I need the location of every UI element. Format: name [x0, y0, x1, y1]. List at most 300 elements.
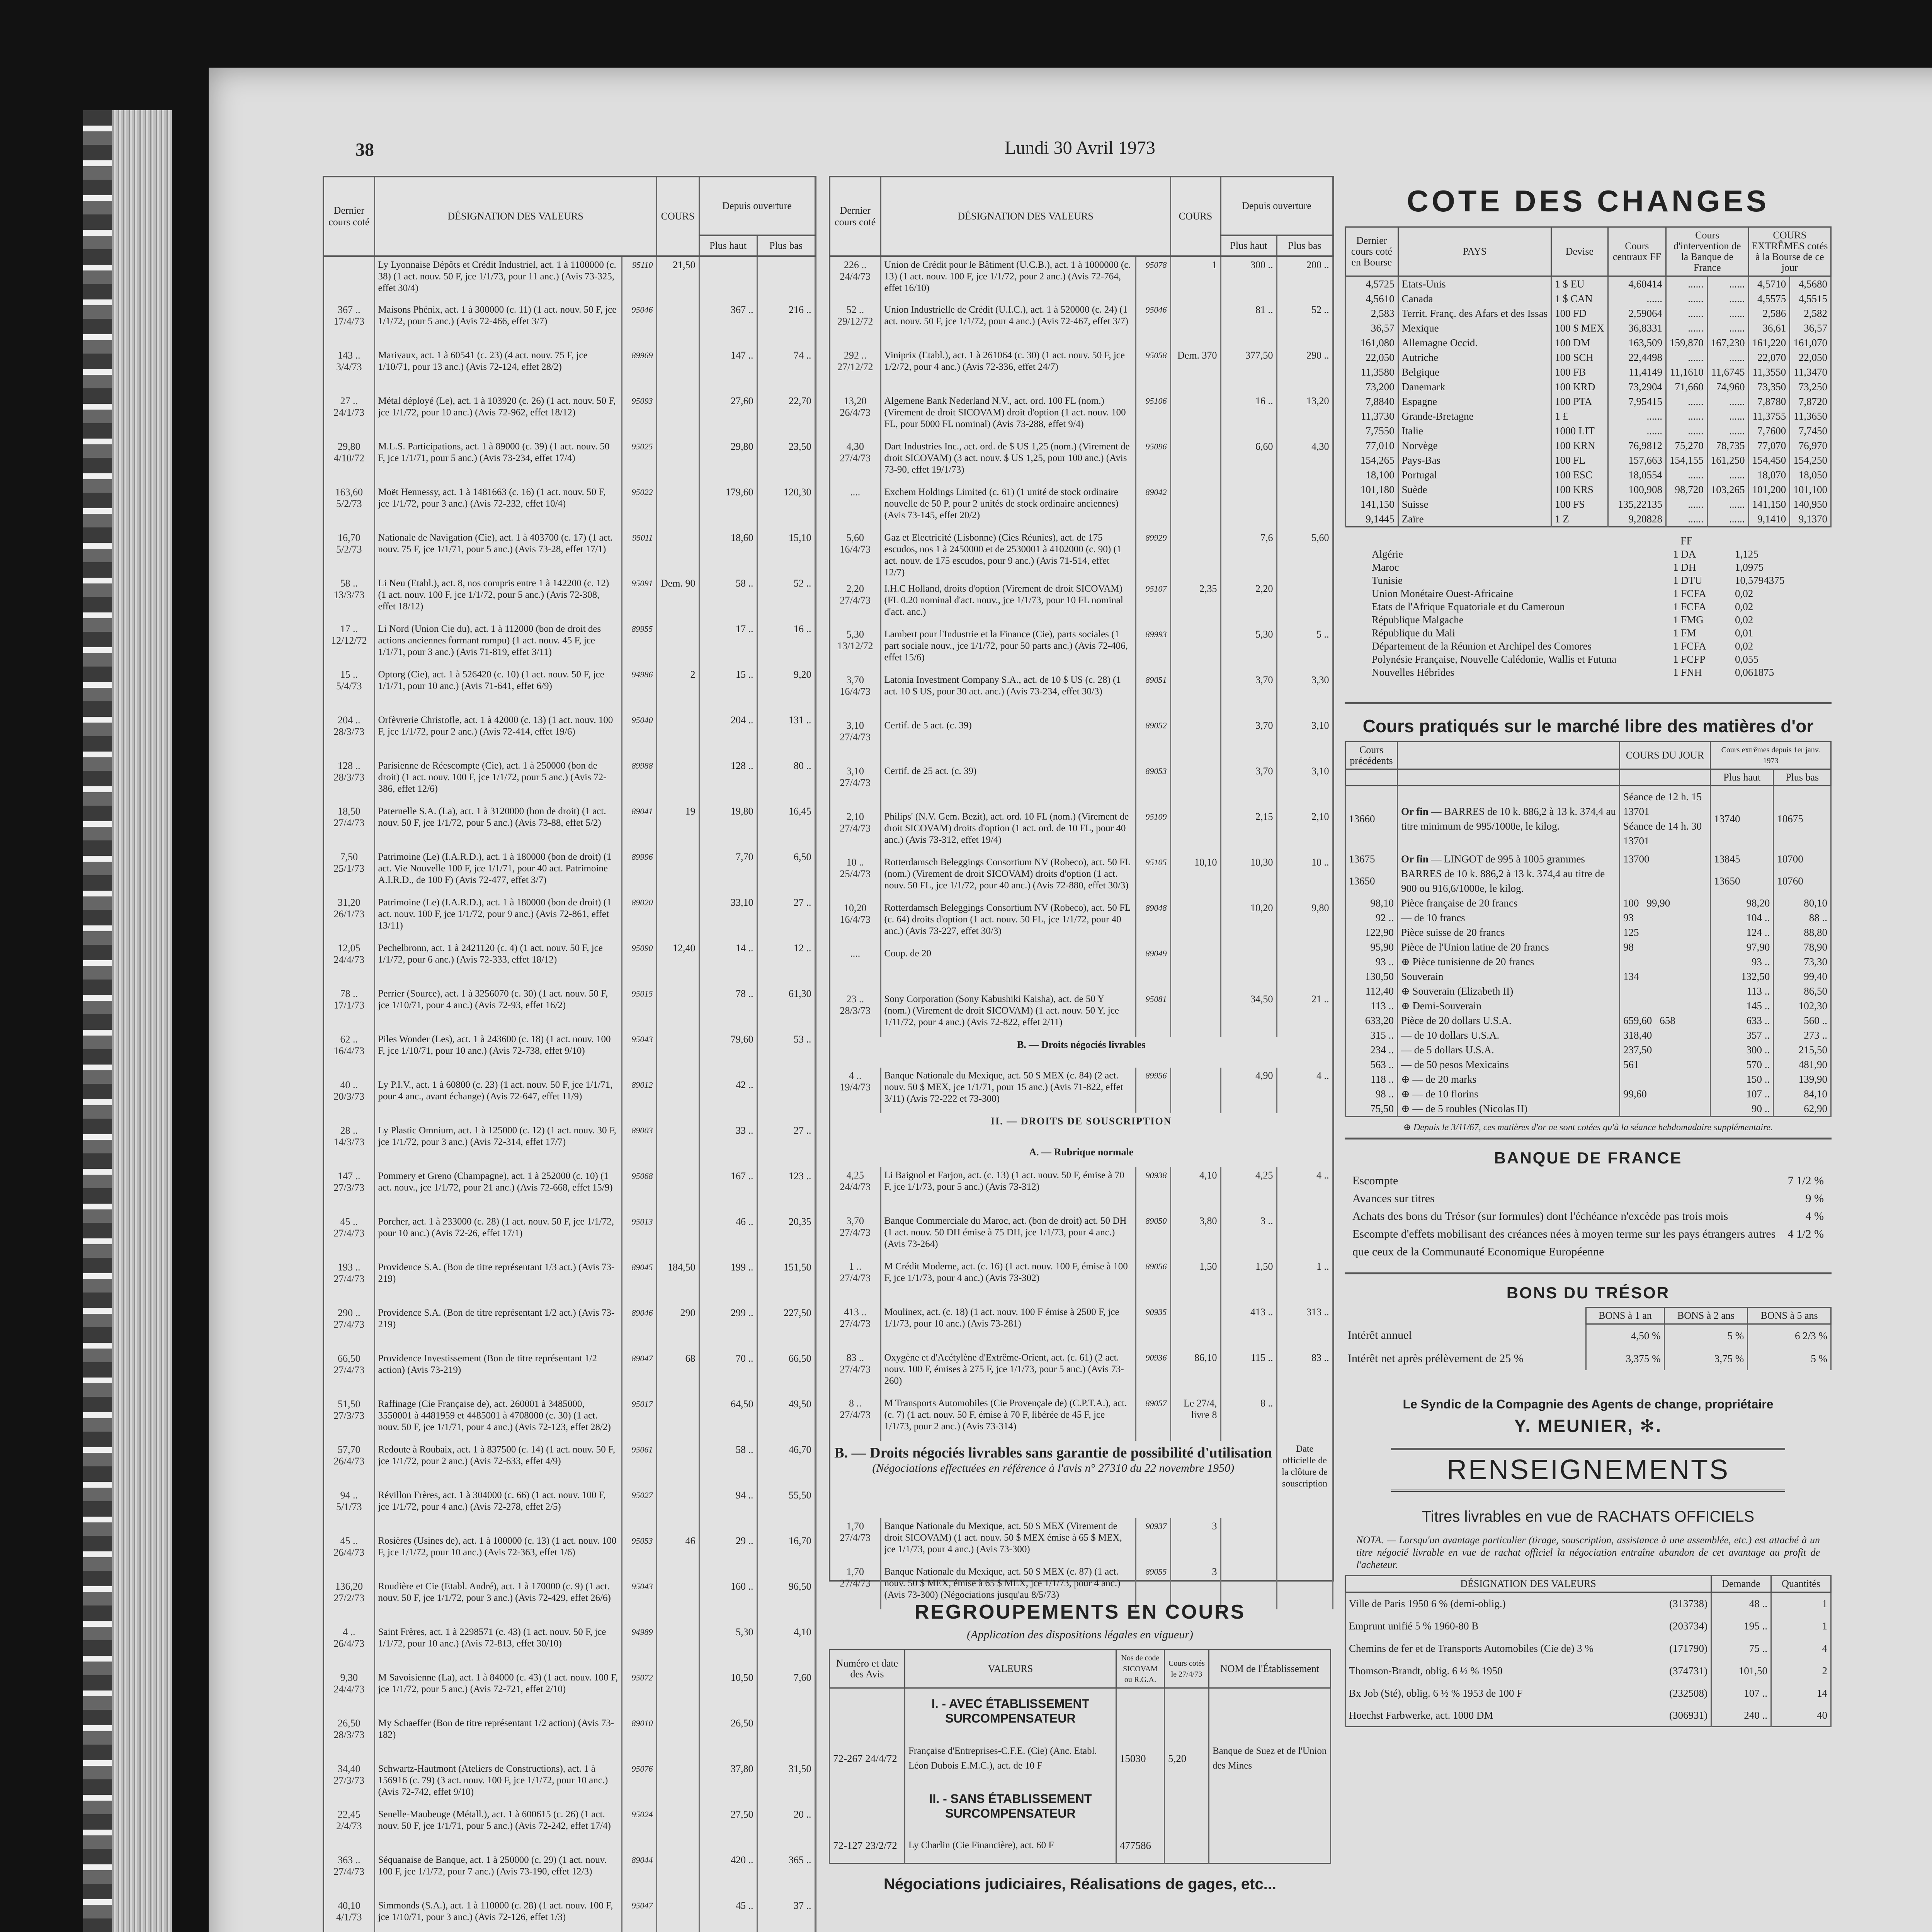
plus-haut-value: 128 .. [699, 758, 757, 803]
fx-row [1345, 497, 1831, 512]
plus-bas-value: 3,30 [1277, 672, 1333, 718]
coin-low: 99,40 [1774, 969, 1831, 984]
plus-haut-value: 18,60 [699, 530, 757, 575]
fx-last: 4,5610 [1345, 291, 1398, 306]
table-row [830, 347, 1333, 393]
cours-value [656, 1715, 699, 1761]
last-price: 31,20 26/1/73 [324, 895, 374, 940]
security-code: 89041 [622, 803, 656, 849]
security-code: 95076 [622, 1761, 656, 1806]
header-depuis: Depuis ouverture [1221, 177, 1333, 235]
coin-name: ⊕ Souverain (Elizabeth II) [1398, 984, 1620, 998]
coin-high: 113 .. [1711, 984, 1774, 998]
bons-r1-label: Intérêt annuel [1348, 1329, 1412, 1342]
plus-bas-value: 52 .. [757, 575, 815, 621]
fx-interv-min: 159,870 [1666, 335, 1708, 350]
table-row [324, 1533, 815, 1578]
table-row [830, 1213, 1333, 1259]
last-price: 5,60 16/4/73 [830, 530, 881, 581]
plus-haut-value: 42 .. [699, 1077, 757, 1122]
renseignements-table [1345, 1575, 1832, 1727]
fx-row [1345, 394, 1831, 409]
fx-currency: 100 PTA [1551, 394, 1608, 409]
rachat-row [1345, 1660, 1831, 1682]
security-code: 90937 [1136, 1518, 1170, 1564]
coin-name: ⊕ Pièce tunisienne de 20 francs [1398, 954, 1620, 969]
security-name: Senelle-Maubeuge (Métall.), act. 1 à 600615 (c. 26) (1 act. nouv. 50 F, jce 1/1/71, pour 5 anc.) (Avis 72-242, effet 17/4) [374, 1806, 622, 1852]
fx-interv-max: ...... [1707, 276, 1748, 292]
coin-high: 357 .. [1711, 1028, 1774, 1043]
table-row [324, 1442, 815, 1487]
security-name: Exchem Holdings Limited (c. 61) (1 unité de stock ordinaire nouvelle de 50 P, pour 2 unités de stock ordinaire anciennes) (Avis 73-145, effet 20/2) [881, 484, 1136, 530]
fx-low: 76,970 [1790, 438, 1831, 453]
changes-h-pays: PAYS [1398, 227, 1551, 276]
security-code: 95093 [622, 393, 656, 439]
rachat-demande: 195 .. [1711, 1615, 1771, 1637]
regroup-row2-val: Ly Charlin (Cie Financière), act. 60 F [905, 1828, 1116, 1863]
fx-low: 4,5680 [1790, 276, 1831, 292]
coin-prev: 95,90 [1345, 940, 1398, 954]
security-code: 95017 [622, 1396, 656, 1442]
table-row [324, 256, 815, 302]
cours-value [656, 347, 699, 393]
fx-interv-min: ...... [1666, 394, 1708, 409]
last-price [324, 256, 374, 302]
last-price: 163,60 5/2/73 [324, 484, 374, 530]
fx-high: 73,350 [1748, 379, 1790, 394]
fx-country: Mexique [1398, 321, 1551, 335]
last-price: 1,70 27/4/73 [830, 1564, 881, 1609]
security-name: Algemene Bank Nederland N.V., act. ord. 100 FL (nom.) (Virement de droit SICOVAM) droit d'option (1 act. nouv. 100 FL, pour 5000 FL nominal) (Avis 73-288, effet 9/4) [881, 393, 1136, 439]
coin-low: 481,90 [1774, 1057, 1831, 1072]
coin-low: 215,50 [1774, 1043, 1831, 1057]
fx-last: 36,57 [1345, 321, 1398, 335]
plus-haut-value: 15 .. [699, 667, 757, 712]
plus-haut-value: 79,60 [699, 1031, 757, 1077]
coin-prev: 93 .. [1345, 954, 1398, 969]
cours-value [656, 530, 699, 575]
last-price: 193 .. 27/4/73 [324, 1259, 374, 1305]
cours-value [656, 484, 699, 530]
regroup-h-cours: Cours cotés le 27/4/73 [1165, 1650, 1209, 1688]
table-row [324, 575, 815, 621]
security-name: Gaz et Electricité (Lisbonne) (Cies Réunies), act. de 175 escudos, nos 1 à 2450000 et de 2530001 à 4102000 (c. 90) (1 act. nouv. de 175 escudos, pour 9 anc.) (Avis 71-514, effet 12/7) [881, 530, 1136, 581]
cours-value [1170, 626, 1221, 672]
coin-prev: 118 .. [1345, 1072, 1398, 1087]
regroup-h-valeurs: VALEURS [905, 1650, 1116, 1688]
barres1-text: BARRES de 10 k. 886,2 à 13 k. 374,4 au titre minimum de 995/1000e, le kilog. [1401, 806, 1616, 832]
plus-bas-value: 22,70 [757, 393, 815, 439]
coin-today [1620, 940, 1711, 954]
plus-bas-value: 9,20 [757, 667, 815, 712]
plus-haut-value: 58 .. [699, 575, 757, 621]
security-name: Dart Industries Inc., act. ord. de $ US 1,25 (nom.) (Virement de droit SICOVAM) (3 act. nouv. $ US 1,25, pour 100 anc.) (Avis 73-90, effet 19/1/73) [881, 439, 1136, 484]
coin-today [1620, 1013, 1711, 1028]
coin-today [1620, 896, 1711, 910]
last-price: 94 .. 5/1/73 [324, 1487, 374, 1533]
rate-value: 4 1/2 % [1787, 1227, 1824, 1240]
syndic-name: Y. MEUNIER, ✻. [1514, 1416, 1662, 1436]
cours-value: 3,80 [1170, 1213, 1221, 1259]
changes-h-devise: Devise [1551, 227, 1608, 276]
fx-interv-max: 103,265 [1707, 482, 1748, 497]
fx-country: Norvège [1398, 438, 1551, 453]
metaux-title: Cours pratiqués sur le marché libre des matières d'or [1345, 702, 1832, 741]
rachat-qte: 14 [1771, 1682, 1831, 1704]
security-name: Optorg (Cie), act. 1 à 526420 (c. 10) (1 act. nouv. 50 F, jce 1/1/71, pour 10 anc.) (Avis 71-641, effet 6/9) [374, 667, 622, 712]
rate-label: Escompte [1352, 1174, 1398, 1187]
fx-central: ...... [1608, 423, 1666, 438]
territory-row [1345, 587, 1832, 600]
fx-country: Suède [1398, 482, 1551, 497]
bons-r2-v2: 3,75 % [1664, 1347, 1748, 1370]
plus-bas-value: 74 .. [757, 347, 815, 393]
security-code: 89996 [622, 849, 656, 895]
coin-high: 145 .. [1711, 998, 1774, 1013]
table-row [324, 1214, 815, 1259]
securities-table-b [830, 177, 1333, 1609]
plus-bas-value [757, 1715, 815, 1761]
plus-bas-value: 53 .. [757, 1031, 815, 1077]
fx-high: 11,3550 [1748, 365, 1790, 379]
fx-interv-max: ...... [1707, 423, 1748, 438]
cours-value [656, 895, 699, 940]
table-row [324, 621, 815, 667]
fx-interv-min: 71,660 [1666, 379, 1708, 394]
rachat-name: Bx Job (Sté), oblig. 6 ½ % 1953 de 100 F [1349, 1687, 1523, 1699]
cours-value: Dem. 370 [1170, 347, 1221, 393]
fx-row [1345, 438, 1831, 453]
table-row [830, 854, 1333, 900]
coin-name: ⊕ — de 5 roubles (Nicolas II) [1398, 1101, 1620, 1117]
plus-haut-value: 19,80 [699, 803, 757, 849]
fx-central: 9,20828 [1608, 512, 1666, 527]
security-name: Li Baignol et Farjon, act. (c. 13) (1 act. nouv. 50 F, émise à 70 F, jce 1/1/73, pour 5 anc.) (Avis 73-312) [881, 1167, 1136, 1213]
gold-coin-row [1345, 1057, 1831, 1072]
plus-haut-value: 3,70 [1221, 763, 1277, 809]
coin-name: Pièce de l'Union latine de 20 francs [1398, 940, 1620, 954]
coin-name: ⊕ — de 20 marks [1398, 1072, 1620, 1087]
page-number: 38 [355, 139, 374, 160]
fx-low: 36,57 [1790, 321, 1831, 335]
fx-row [1345, 512, 1831, 527]
fx-last: 73,200 [1345, 379, 1398, 394]
table-row [324, 347, 815, 393]
fx-central: 135,22135 [1608, 497, 1666, 512]
cours-value: 21,50 [656, 256, 699, 302]
plus-bas-value: 200 .. [1277, 256, 1333, 302]
coin-high: 98,20 [1711, 896, 1774, 910]
fx-interv-max: ...... [1707, 291, 1748, 306]
fx-central: ...... [1608, 291, 1666, 306]
security-name: Maisons Phénix, act. 1 à 300000 (c. 11) (1 act. nouv. 50 F, jce 1/1/72, pour 5 anc.) (Avis 72-466, effet 3/7) [374, 302, 622, 347]
fx-row [1345, 350, 1831, 365]
right-column [1345, 176, 1832, 1932]
header-cours: COURS [656, 177, 699, 256]
security-code: 95040 [622, 712, 656, 758]
security-name: Saint Frères, act. 1 à 2298571 (c. 43) (1 act. nouv. 50 F, jce 1/1/72, pour 10 anc.) (Avis 72-813, effet 30/10) [374, 1624, 622, 1670]
fx-last: 18,100 [1345, 468, 1398, 482]
fx-currency: 100 KRN [1551, 438, 1608, 453]
fx-last: 141,150 [1345, 497, 1398, 512]
last-price: 12,05 24/4/73 [324, 940, 374, 986]
fx-interv-min: ...... [1666, 497, 1708, 512]
plus-bas-value: 4,10 [757, 1624, 815, 1670]
coin-prev: 130,50 [1345, 969, 1398, 984]
fx-low: 22,050 [1790, 350, 1831, 365]
last-price: 413 .. 27/4/73 [830, 1304, 881, 1350]
fx-central: 100,908 [1608, 482, 1666, 497]
fx-interv-max: 11,6745 [1707, 365, 1748, 379]
security-code: 95024 [622, 1806, 656, 1852]
coin-today-1: 125 [1623, 926, 1639, 938]
regroup-row2-num [830, 1828, 905, 1863]
last-price: 45 .. 26/4/73 [324, 1533, 374, 1578]
territory-value: 0,055 [1735, 653, 1759, 665]
security-name: Banque Nationale du Mexique, act. 50 $ MEX (c. 84) (2 act. nouv. 50 $ MEX, jce 1/1/71, pour 15 anc.) (Avis 71-822, effet 3/11) (Avis 72-222 et 73-300) [881, 1068, 1136, 1113]
last-price: 45 .. 27/4/73 [324, 1214, 374, 1259]
fx-currency: 100 DM [1551, 335, 1608, 350]
gold-coin-row [1345, 925, 1831, 940]
rachat-row [1345, 1615, 1831, 1637]
securities-table-a [324, 177, 816, 1932]
security-code: 95109 [1136, 809, 1170, 854]
fx-last: 4,5725 [1345, 276, 1398, 292]
plus-bas-value: 5,60 [1277, 530, 1333, 581]
fx-interv-max: ...... [1707, 512, 1748, 527]
fx-interv-max: 74,960 [1707, 379, 1748, 394]
coin-today [1620, 984, 1711, 998]
security-code: 89047 [622, 1350, 656, 1396]
coin-name: Pièce de 20 dollars U.S.A. [1398, 1013, 1620, 1028]
negociations-title: Négociations judiciaires, Réalisations de gages, etc... [884, 1875, 1276, 1893]
fx-row [1345, 482, 1831, 497]
rate-label: Escompte d'effets mobilisant des créances nées à moyen terme sur les pays étrangers autres que ceux de la Communauté Economique Européenne [1352, 1227, 1776, 1258]
fx-central: 76,9812 [1608, 438, 1666, 453]
coin-high: 150 .. [1711, 1072, 1774, 1087]
plus-haut-value: 94 .. [699, 1487, 757, 1533]
security-code: 89955 [622, 621, 656, 667]
territory-unit: 1 FCFP [1673, 653, 1706, 665]
fx-last: 11,3580 [1345, 365, 1398, 379]
security-name: Ly Lyonnaise Dépôts et Crédit Industriel, act. 1 à 1100000 (c. 38) (1 act. nouv. 50 F, jce 1/1/73, pour 11 anc.) (Avis 73-325, effet 30/4) [374, 256, 622, 302]
coin-today [1620, 1087, 1711, 1101]
plus-haut-value [1221, 1518, 1277, 1564]
territory-unit: 1 DH [1673, 561, 1696, 573]
header-plus-haut: Plus haut [699, 235, 757, 256]
security-code: 95105 [1136, 854, 1170, 900]
last-price: 78 .. 17/1/73 [324, 986, 374, 1031]
last-price: 4 .. 19/4/73 [830, 1068, 881, 1113]
plus-haut-value: 45 .. [699, 1898, 757, 1932]
last-price: 57,70 26/4/73 [324, 1442, 374, 1487]
plus-bas-value: 12 .. [757, 940, 815, 986]
changes-table [1345, 226, 1832, 527]
last-price: 62 .. 16/4/73 [324, 1031, 374, 1077]
plus-haut-value: 33,10 [699, 895, 757, 940]
table-row [830, 1395, 1333, 1441]
security-code: 95090 [622, 940, 656, 986]
fx-country: Danemark [1398, 379, 1551, 394]
bons-h2: BONS à 2 ans [1664, 1307, 1748, 1324]
security-name: Simmonds (S.A.), act. 1 à 110000 (c. 28) (1 act. nouv. 100 F, jce 1/10/71, pour 3 anc.) (Avis 72-126, effet 1/3) [374, 1898, 622, 1932]
coin-today [1620, 1028, 1711, 1043]
plus-haut-value: 3 .. [1221, 1213, 1277, 1259]
cours-value: 3 [1170, 1564, 1221, 1609]
plus-haut-value: 29,80 [699, 439, 757, 484]
territory-value: 0,02 [1735, 601, 1753, 612]
security-name: Oxygène et d'Acétylène d'Extrême-Orient, act. (c. 61) (2 act. nouv. 100 F, émises à 275 F, jce 1/1/73, pour 5 anc.) (Avis 73-260) [881, 1350, 1136, 1395]
plus-bas-value: 27 .. [757, 1122, 815, 1168]
last-price: 4,25 24/4/73 [830, 1167, 881, 1213]
header-cours: COURS [1170, 177, 1221, 256]
territory-unit: 1 DA [1673, 548, 1696, 560]
cours-value: 290 [656, 1305, 699, 1350]
fx-currency: 1 Z [1551, 512, 1608, 527]
security-code: 95022 [622, 484, 656, 530]
fx-country: Etats-Unis [1398, 276, 1551, 292]
section-negoc-livrables: B. — Droits négociés livrables [830, 1037, 1333, 1068]
coin-today [1620, 1101, 1711, 1117]
security-code: 95046 [622, 302, 656, 347]
last-price: 26,50 28/3/73 [324, 1715, 374, 1761]
fx-last: 161,080 [1345, 335, 1398, 350]
security-name: Philips' (N.V. Gem. Bezit), act. ord. 10 FL (nom.) (Virement de droit SICOVAM) droits d'option (1 act. ord. de 10 FL, pour 40 anc.) (Avis 73-312, effet 19/4) [881, 809, 1136, 854]
last-price: .... [830, 946, 881, 991]
territory-row [1345, 613, 1832, 626]
coin-high: 104 .. [1711, 910, 1774, 925]
cours-value [656, 758, 699, 803]
fx-interv-min: 98,720 [1666, 482, 1708, 497]
plus-bas-value: 16,45 [757, 803, 815, 849]
territory-value: 0,01 [1735, 627, 1753, 639]
plus-haut-value: 367 .. [699, 302, 757, 347]
fx-last: 7,7550 [1345, 423, 1398, 438]
coin-high: 93 .. [1711, 954, 1774, 969]
plus-haut-value: 10,50 [699, 1670, 757, 1715]
territory-name: Tunisie [1372, 575, 1403, 586]
territory-name: Nouvelles Hébrides [1372, 667, 1454, 678]
security-name: M Crédit Moderne, act. (c. 16) (1 act. nouv. 100 F, émise à 100 F, jce 1/1/73, pour 4 anc.) (Avis 73-302) [881, 1259, 1136, 1304]
table-row [830, 256, 1333, 302]
cours-value [656, 439, 699, 484]
last-price: 1 .. 27/4/73 [830, 1259, 881, 1304]
coin-today [1620, 998, 1711, 1013]
last-price: 10 .. 25/4/73 [830, 854, 881, 900]
coin-high: 107 .. [1711, 1087, 1774, 1101]
plus-bas-value: 9,80 [1277, 900, 1333, 946]
header-plus-bas: Plus bas [757, 235, 815, 256]
fx-interv-min: ...... [1666, 276, 1708, 292]
security-name: Li Neu (Etabl.), act. 8, nos compris entre 1 à 142200 (c. 12) (1 act. nouv. 100 F, jce 1/1/72, pour 5 anc.) (Avis 72-308, effet 18/12) [374, 575, 622, 621]
last-price: 3,70 27/4/73 [830, 1213, 881, 1259]
security-name: Certif. de 25 act. (c. 39) [881, 763, 1136, 809]
coin-today-1: 561 [1623, 1058, 1639, 1070]
fx-low: 154,250 [1790, 453, 1831, 468]
plus-haut-value: 14 .. [699, 940, 757, 986]
section-souscription: II. — DROITS DE SOUSCRIPTION [830, 1113, 1333, 1144]
plus-haut-value: 64,50 [699, 1396, 757, 1442]
bons-r2-v1: 3,375 % [1586, 1347, 1664, 1370]
rachat-code: (374731) [1669, 1665, 1708, 1677]
cours-value [1170, 991, 1221, 1037]
cours-value: 12,40 [656, 940, 699, 986]
fx-currency: 1 £ [1551, 409, 1608, 423]
plus-haut-value: 167 .. [699, 1168, 757, 1214]
coin-name: Souverain [1398, 969, 1620, 984]
coin-prev: 633,20 [1345, 1013, 1398, 1028]
last-price: 28 .. 14/3/73 [324, 1122, 374, 1168]
security-code: 89051 [1136, 672, 1170, 718]
cours-value [656, 1442, 699, 1487]
fx-central: 4,60414 [1608, 276, 1666, 292]
last-price: 40,10 4/1/73 [324, 1898, 374, 1932]
coin-prev: 75,50 [1345, 1101, 1398, 1117]
security-name: M.L.S. Participations, act. 1 à 89000 (c. 39) (1 act. nouv. 50 F, jce 1/1/71, pour 5 anc.) (Avis 73-234, effet 17/4) [374, 439, 622, 484]
last-price: 15 .. 5/4/73 [324, 667, 374, 712]
territory-unit: 1 FCFA [1673, 640, 1706, 652]
coin-today-2: 658 [1660, 1014, 1675, 1026]
security-code: 95025 [622, 439, 656, 484]
fx-low: 161,070 [1790, 335, 1831, 350]
cours-value [656, 1898, 699, 1932]
table-row [324, 530, 815, 575]
coin-today-1: 318,40 [1623, 1029, 1652, 1041]
coin-low: 139,90 [1774, 1072, 1831, 1087]
table-row [324, 1259, 815, 1305]
cours-value [656, 1761, 699, 1806]
cours-value: 2 [656, 667, 699, 712]
metaux-h-jour: COURS DU JOUR [1620, 742, 1711, 769]
coin-prev: 98 .. [1345, 1087, 1398, 1101]
fx-interv-max: ...... [1707, 321, 1748, 335]
rate-label: Avances sur titres [1352, 1192, 1435, 1205]
coin-high: 132,50 [1711, 969, 1774, 984]
fx-last: 22,050 [1345, 350, 1398, 365]
lingot-desc: Or fin — LINGOT de 995 à 1005 grammes [1398, 852, 1620, 866]
territory-row [1345, 561, 1832, 574]
fx-high: 2,586 [1748, 306, 1790, 321]
table-row [324, 712, 815, 758]
plus-haut-value: 7,70 [699, 849, 757, 895]
security-name: Métal déployé (Le), act. 1 à 103920 (c. 26) (1 act. nouv. 50 F, jce 1/1/72, pour 10 anc.) (Avis 72-962, effet 18/12) [374, 393, 622, 439]
security-code: 95072 [622, 1670, 656, 1715]
security-code: 89055 [1136, 1564, 1170, 1609]
plus-bas-value: 2,10 [1277, 809, 1333, 854]
fx-interv-max: ...... [1707, 306, 1748, 321]
plus-haut-value: 2,20 [1221, 581, 1277, 626]
cours-value [1170, 393, 1221, 439]
table-row [830, 1259, 1333, 1304]
rate-value: 7 1/2 % [1787, 1174, 1824, 1187]
security-name: Pechelbronn, act. 1 à 2421120 (c. 4) (1 act. nouv. 50 F, jce 1/1/72, pour 6 anc.) (Avis 72-333, effet 18/12) [374, 940, 622, 986]
gold-coin-row [1345, 910, 1831, 925]
fx-high: 4,5575 [1748, 291, 1790, 306]
coin-today-1: 134 [1623, 970, 1639, 982]
plus-bas-value [757, 1077, 815, 1122]
territory-value: 10,5794375 [1735, 575, 1785, 586]
fx-low: 7,8720 [1790, 394, 1831, 409]
fx-last: 101,180 [1345, 482, 1398, 497]
plus-bas-value: 3,10 [1277, 718, 1333, 763]
barres1-prec: 13660 [1345, 786, 1398, 852]
security-code: 89003 [622, 1122, 656, 1168]
security-code: 89010 [622, 1715, 656, 1761]
rens-h-qte: Quantités [1771, 1576, 1831, 1592]
fx-high: 101,200 [1748, 482, 1790, 497]
bons-r1-v3: 6 2/3 % [1748, 1324, 1831, 1347]
territory-row [1345, 666, 1832, 679]
